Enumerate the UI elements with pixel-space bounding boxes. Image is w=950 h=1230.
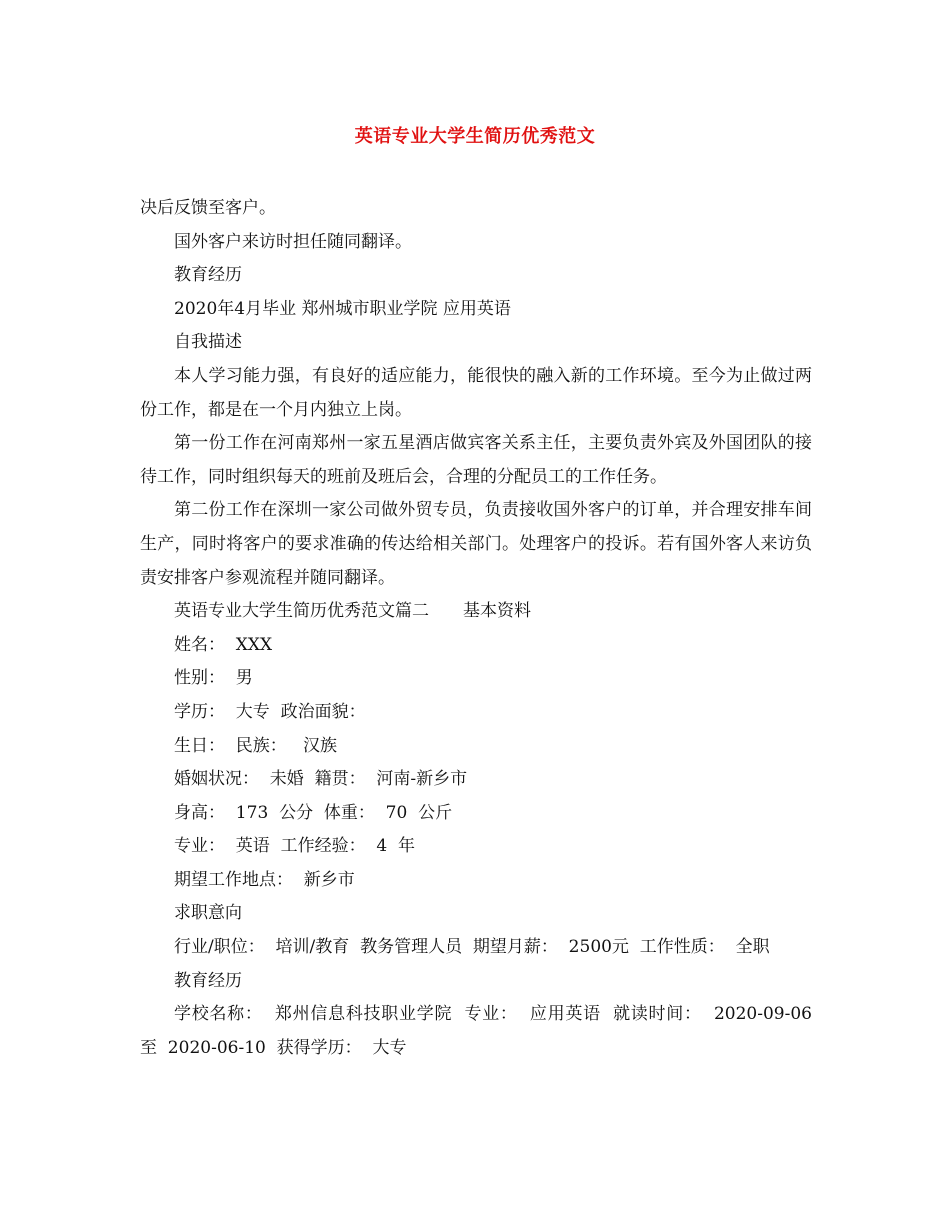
- paragraph-continuation: 决后反馈至客户。: [140, 198, 276, 218]
- paragraph-self-description: 本人学习能力强，有良好的适应能力，能很快的融入新的工作环境。至今为止做过两份工作，都是在一个月内独立上岗。: [140, 365, 812, 420]
- paragraph-second-job: 第二份工作在深圳一家公司做外贸专员，负责接收国外客户的订单，并合理安排车间生产，同时将客户的要求准确的传达给相关部门。处理客户的投诉。若有国外客人来访负责安排客户参观流程并随同翻译。: [140, 500, 812, 588]
- heading-part-two: 英语专业大学生简历优秀范文篇二 基本资料: [174, 601, 531, 622]
- paragraph-translation-duty: 国外客户来访时担任随同翻译。: [174, 231, 412, 252]
- field-industry-position: 行业/职位： 培训/教育 教务管理人员 期望月薪： 2500元 工作性质： 全职: [174, 937, 770, 958]
- field-birthday: 生日： 民族： 汉族: [174, 735, 338, 756]
- heading-education: 教育经历: [174, 265, 242, 286]
- document-body: [140, 192, 823, 1065]
- field-marital-status: 婚姻状况： 未婚 籍贯： 河南-新乡市: [174, 769, 468, 790]
- document-title: 英语专业大学生简历优秀范文: [354, 126, 596, 147]
- field-school: 学校名称： 郑州信息科技职业学院 专业： 应用英语 就读时间： 2020-09-06 至 2020-06-10 获得学历： 大专: [140, 1004, 823, 1058]
- paragraph-graduation: 2020年4月毕业 郑州城市职业学院 应用英语: [174, 298, 511, 319]
- field-height-weight: 身高： 173 公分 体重： 70 公斤: [174, 802, 453, 823]
- heading-self-description: 自我描述: [174, 332, 242, 353]
- field-expected-location: 期望工作地点： 新乡市: [174, 869, 355, 890]
- field-name: 姓名： XXX: [174, 634, 273, 655]
- field-gender: 性别： 男: [174, 668, 253, 689]
- heading-education-2: 教育经历: [174, 970, 242, 991]
- field-major: 专业： 英语 工作经验： 4 年: [174, 836, 416, 857]
- paragraph-first-job: 第一份工作在河南郑州一家五星酒店做宾客关系主任，主要负责外宾及外国团队的接待工作，同时组织每天的班前及班后会，合理的分配员工的工作任务。: [140, 433, 812, 487]
- field-education-level: 学历： 大专 政治面貌：: [174, 701, 366, 722]
- heading-job-intention: 求职意向: [174, 903, 242, 924]
